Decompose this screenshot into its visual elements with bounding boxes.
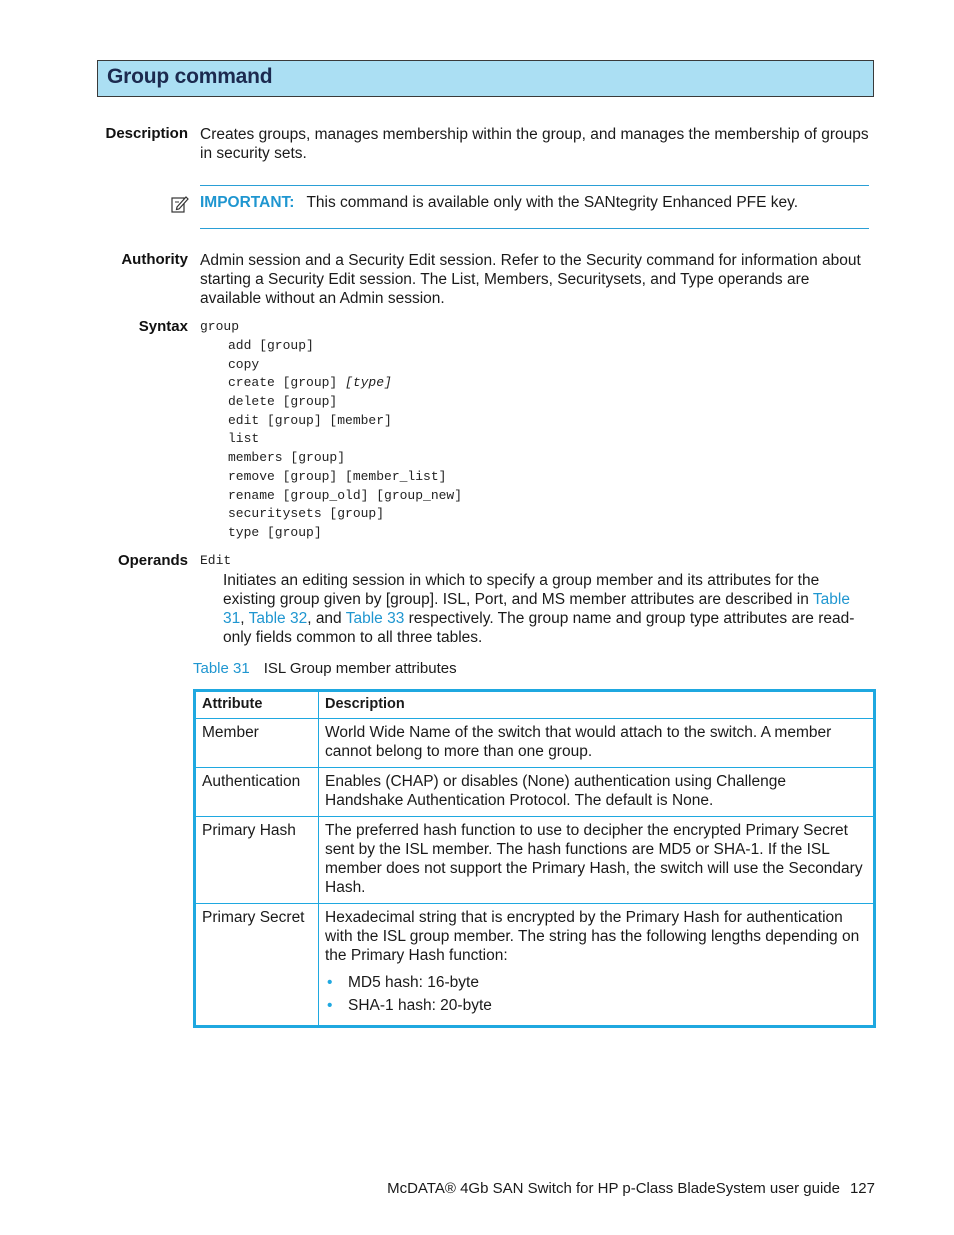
description-text: Creates groups, manages membership within the group, and manages the membership of groups in security sets.	[200, 126, 869, 162]
syntax-line: members [group]	[228, 450, 346, 465]
section-header-bar	[97, 60, 874, 97]
label-syntax: Syntax	[138, 318, 188, 335]
bullet-icon: •	[327, 974, 333, 991]
syntax-line: list	[228, 431, 260, 446]
table-32-link[interactable]: Table 32	[248, 610, 308, 627]
cell-description: Hexadecimal string that is encrypted by the Primary Hash for authentication with the ISL group member. The string has the following lengths depending on the Primary Hash function:	[325, 909, 860, 964]
page-title: Group command	[107, 65, 273, 88]
table-caption	[193, 660, 457, 677]
table-31-link[interactable]: Table 31	[223, 591, 850, 627]
list-item: • MD5 hash: 16-byte	[327, 974, 479, 991]
page-footer	[387, 1180, 875, 1197]
operand-description: Initiates an editing session in which to specify a group member and its attributes for the existing group given by [group]. ISL, Port, and MS member attributes are described in Table 31, Table 32, and Table 33 respectively. The group name and group type attributes are read-only fields common to all three tables.	[223, 572, 855, 646]
note-top-rule	[200, 185, 869, 186]
syntax-line-create: create [group] [type]	[228, 375, 392, 390]
important-text: This command is available only with the SANtegrity Enhanced PFE key.	[306, 194, 799, 211]
important-label: IMPORTANT:	[200, 194, 295, 211]
syntax-line: remove [group] [member_list]	[228, 469, 447, 484]
label-operands: Operands	[117, 552, 188, 569]
cell-attribute: Primary Secret	[195, 904, 319, 1027]
table-header-row	[195, 691, 875, 719]
cell-attribute: Primary Hash	[195, 817, 319, 904]
cell-description: The preferred hash function to use to decipher the encrypted Primary Secret sent by the ISL member. The hash functions are MD5 or SHA-1. If the ISL member does not support the Primary Hash, the switch will use the Secondary Hash.	[319, 817, 875, 904]
syntax-line: edit [group] [member]	[228, 413, 392, 428]
syntax-optional-type: [type]	[345, 375, 392, 390]
syntax-command: group	[200, 319, 240, 334]
hash-length-list	[325, 973, 867, 1015]
operand-name: Edit	[200, 553, 232, 568]
label-description: Description	[105, 125, 188, 142]
cell-description: Enables (CHAP) or disables (None) authentication using Challenge Handshake Authentication Protocol. The default is None.	[319, 768, 875, 817]
pencil-note-icon	[170, 194, 190, 214]
syntax-line: type [group]	[228, 525, 322, 540]
cell-description: World Wide Name of the switch that would attach to the switch. A member cannot belong to more than one group.	[319, 719, 875, 768]
table-row	[195, 904, 875, 1027]
table-caption-number: Table 31	[193, 660, 250, 677]
footer-text: McDATA® 4Gb SAN Switch for HP p-Class BladeSystem user guide	[387, 1180, 840, 1197]
authority-text: Admin session and a Security Edit session. Refer to the Security command for information about starting a Security Edit session. The List, Members, Securitysets, and Type operands are available without an Admin session.	[200, 252, 861, 307]
bullet-icon: •	[327, 997, 333, 1014]
table-row	[195, 817, 875, 904]
table-row	[195, 768, 875, 817]
cell-attribute: Member	[195, 719, 319, 768]
syntax-line: delete [group]	[228, 394, 338, 409]
page-number: 127	[849, 1180, 875, 1197]
syntax-line: rename [group_old] [group_new]	[228, 488, 463, 503]
note-bottom-rule	[200, 228, 869, 229]
header-attribute: Attribute	[195, 691, 319, 719]
important-note	[200, 194, 798, 212]
syntax-line: add [group]	[228, 338, 314, 353]
cell-description-primary-secret	[319, 904, 875, 1027]
syntax-line: copy	[228, 357, 260, 372]
label-authority: Authority	[121, 251, 188, 268]
list-item: • SHA-1 hash: 20-byte	[327, 997, 492, 1014]
syntax-line: securitysets [group]	[228, 506, 385, 521]
header-description: Description	[319, 691, 875, 719]
table-caption-text: ISL Group member attributes	[263, 660, 457, 677]
table-33-link[interactable]: Table 33	[345, 610, 405, 627]
isl-attributes-table	[193, 689, 876, 1028]
cell-attribute: Authentication	[195, 768, 319, 817]
table-row	[195, 719, 875, 768]
